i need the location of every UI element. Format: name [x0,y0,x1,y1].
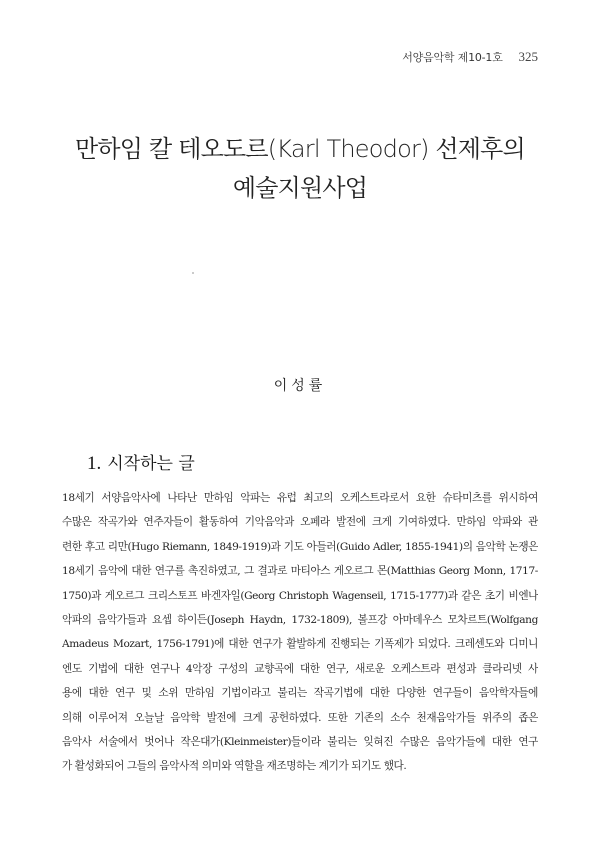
body-line: 악파의 음악가들과 요셉 하이든(Joseph Haydn, 1732-1809), 볼프강 아마데우스 모차르트(Wolfgang [62,613,538,626]
journal-name: 서양음악학 제10-1호 [402,51,503,64]
body-line: Amadeus Mozart, 1756-1791)에 대한 연구가 활발하게 진행되는 기폭제가 되었다. 크레센도와 디미니 [62,638,538,651]
section-title: 시작하는 글 [107,454,195,474]
body-line: 18세기 음악에 대한 연구를 촉진하였고, 그 결과로 마티아스 게오르그 몬(Matthias Georg Monn, 1717- [62,565,538,578]
author-name: 이성률 [273,378,327,394]
running-header [402,49,538,65]
section-number: 1. [87,453,102,474]
article-title-line-2: 예술지원사업 [232,174,368,202]
body-line: 련한 후고 리만(Hugo Riemann, 1849-1919)과 기도 아들러(Guido Adler, 1855-1941)의 음악학 논쟁은 [62,540,538,553]
body-line: 수많은 작곡가와 연주자들이 활동하여 기악음악과 오페라 발전에 크게 기여하였다. 만하임 악파와 관 [62,516,538,529]
body-line: 음악사 서술에서 벗어나 작은대가(Kleinmeister)들이라 불리는 잊혀진 수많은 음악가들에 대한 연구 [62,735,538,748]
body-paragraph [62,486,538,779]
body-line: 가 활성화되어 그들의 음악사적 의미와 역할을 재조명하는 계기가 되기도 했다. [62,760,407,773]
section-heading [87,449,195,475]
body-line: 18세기 서양음악사에 나타난 만하임 악파는 유럽 최고의 오케스트라로서 요한 슈타미츠를 위시하여 [62,492,538,504]
body-line: 1750)과 게오르그 크리스토프 바겐자일(Georg Christoph Wagenseil, 1715-1777)과 같은 초기 비엔나 [62,589,538,602]
body-line: 의해 이루어져 오늘날 음악학 발전에 크게 공헌하였다. 또한 기존의 소수 천재음악가들 위주의 좁은 [62,711,538,724]
article-title-line-1: 만하임 칼 테오도르(Karl Theodor) 선제후의 [75,135,525,163]
scan-speck [192,272,194,274]
body-line: 용에 대한 연구 및 소위 만하임 기법이라고 불리는 작곡기법에 대한 다양한 연구들이 음악학자들에 [62,687,538,700]
article-title [0,130,600,208]
body-line: 엔도 기법에 대한 연구나 4악장 구성의 교향곡에 대한 연구, 새로운 오케스트라 편성과 클라리넷 사 [62,662,538,675]
page-number: 325 [518,49,538,64]
